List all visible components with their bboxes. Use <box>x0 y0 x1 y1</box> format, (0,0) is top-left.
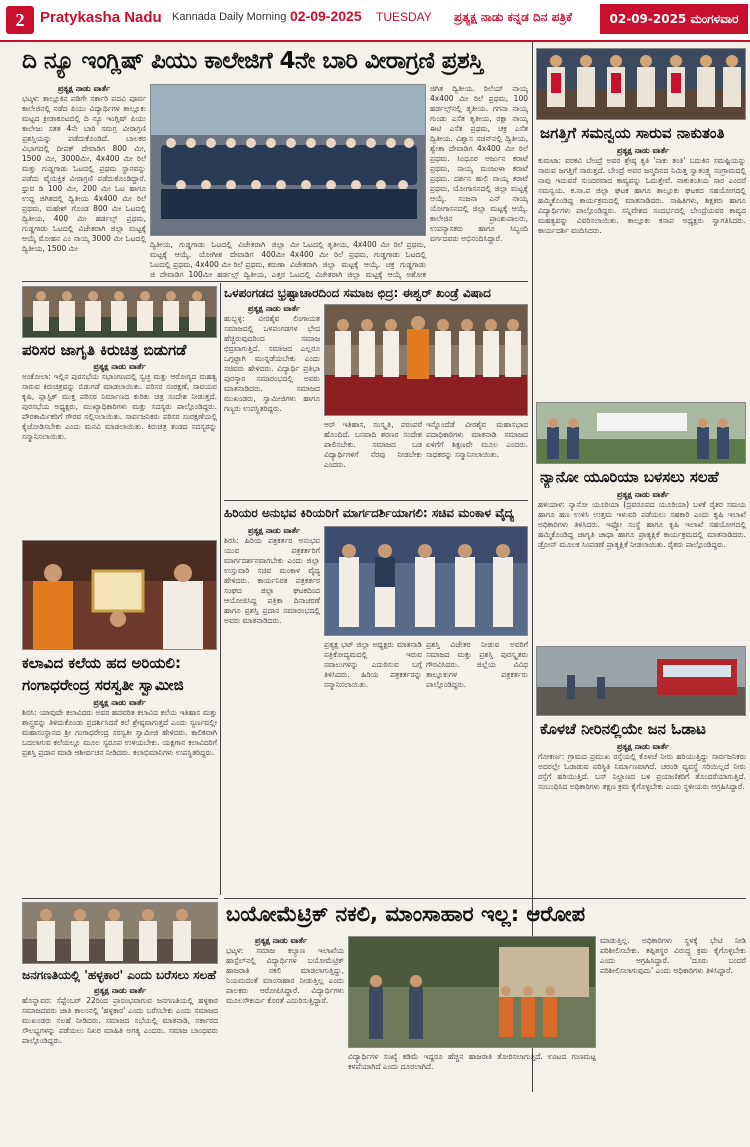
page-number: 2 <box>6 6 34 34</box>
kolache-byline: ಪ್ರತ್ಯಕ್ಷ ನಾಡು ವಾರ್ತೆ <box>616 742 670 751</box>
kalavida-headline-1: ಕಲಾವಿದ ಕಲೆಯ ಹದ ಅರಿಯಲಿ: <box>22 654 181 672</box>
bhrashtachara-body-mid: ಆರ್ ಇತಿಹಾಸ, ಸಂಸ್ಕೃತಿ, ಪರಂಪರೆ ಹೊಂದಿದೆ. ಬಸವಾದಿ ಶರಣರ ಸಂದೇಶ ಪಾಲಿಸಬೇಕು. ಸಮಾಜದ ಬಡ ವಿದ್ಯಾರ್ಥಿಗಳಿಗೆ ನೆರವು ನೀಡಬೇಕು ಎಂದರು. <box>324 420 422 469</box>
parisara-photo <box>22 286 217 338</box>
jagattige-headline: ಜಗತ್ತಿಗೆ ಸಮನ್ವಯ ಸಾರುವ ನಾಕುತಂತಿ <box>540 124 725 142</box>
kalavida-byline: ಪ್ರತ್ಯಕ್ಷ ನಾಡು ವಾರ್ತೆ <box>93 698 146 707</box>
college-victory-body-under-1: ದ್ವಿತೀಯ, ಗುಡ್ಡಗಾಡು ಓಟದಲ್ಲಿ ವಿಜೇತರಾಗಿ ಜಿಲ್ಲಾ ಮಟ್ಟಕ್ಕೆ ಆಯ್ಕೆ. ಯೋಗೀಶ ದೇವಾಡಿಗ 400ಮೀ ಓಟದಲ್ಲಿ ಪ್ರಥಮ, 4x400 ಮೀ ರಿಲೆ ಪ್ರಥಮ, ಕರುಣಾ ಜಿ ದೇವಾಡಿಗ 100ಮೀ ಹರ್ಡಲ್ಸ್ ದ್ವಿತೀಯ, ಎತ್ತರ <box>150 240 285 279</box>
biometric-body-mid: ವಿದ್ಯಾರ್ಥಿಗಳ ಸಂಖ್ಯೆ ಕಡಿಮೆ ಇದ್ದರೂ ಹೆಚ್ಚಿನ ಹಾಜರಾತಿ ತೋರಿಸಲಾಗುತ್ತಿದೆ. ಊಟದ ಗುಣಮಟ್ಟ ಕಳಪೆಯಾಗಿದೆ ಎಂದು ದೂರಲಾಗಿದೆ. <box>348 1052 596 1071</box>
college-victory-byline: ಪ್ರತ್ಯಕ್ಷ ನಾಡು ವಾರ್ತೆ <box>57 84 111 93</box>
issue-date: 02-09-2025 <box>290 8 362 24</box>
issue-date-kannada: 02-09-2025 ಮಂಗಳವಾರ <box>600 4 748 34</box>
college-victory-headline: ದಿ ನ್ಯೂ ಇಂಗ್ಲಿಷ್ ಪಿಯು ಕಾಲೇಜಿಗೆ 4ನೇ ಬಾರಿ ವೀರಾಗ್ರಣಿ ಪ್ರಶಸ್ತಿ <box>22 48 483 74</box>
biometric-body-left: ಭಟ್ಕಳ: ಸಮಾಜ ಕಲ್ಯಾಣ ಇಲಾಖೆಯ ಹಾಸ್ಟೆಲ್‌ನಲ್ಲಿ ವಿದ್ಯಾರ್ಥಿಗಳ ಬಯೋಮೆಟ್ರಿಕ್ ಹಾಜರಾತಿ ನಕಲಿ ಮಾಡಲಾಗುತ್ತಿದ್ದು, ನಿಯಮದಂತೆ ಮಾಂಸಾಹಾರ ನೀಡುತ್ತಿಲ್ಲ ಎಂದು ಪಾಲಕರು ಆರೋಪಿಸಿದ್ದಾರೆ. ವಿದ್ಯಾರ್ಥಿಗಳು ಮೂಲಸೌಕರ್ಯ ಕೊರತೆ ಎದುರಿಸುತ್ತಿದ್ದಾರೆ. <box>226 946 344 1005</box>
column-divider-right <box>532 42 533 1092</box>
parisara-byline: ಪ್ರತ್ಯಕ್ಷ ನಾಡು ವಾರ್ತೆ <box>93 362 146 371</box>
hiriyara-headline: ಹಿರಿಯರ ಅನುಭವ ಕಿರಿಯರಿಗೆ ಮಾರ್ಗದರ್ಶಿಯಾಗಲಿ: ಸಚಿವ ಮಂಕಾಳ ವೈದ್ಯ <box>224 506 515 520</box>
column-divider-left <box>220 283 221 895</box>
jagattige-body: ಕುಮಟಾ: ವರಕವಿ ಬೇಂದ್ರೆ ಅವರ ಶ್ರೇಷ್ಠ ಕೃತಿ 'ನಾಕು ತಂತಿ' ಬದುಕಿನ ಸಮಷ್ಟಿಯನ್ನು ಸಾರುವ ಜಗತ್ತಿಗೆ ಸಾರುತ್ತದೆ. ಬೇಂದ್ರೆ ಅವರ ಜನ್ಮದಿನದ ನಿಮಿತ್ತ ಸ್ವಾತಂತ್ರ್ಯ ಸಂಗ್ರಾಮದಲ್ಲಿ ನಾವು ಇದುವರೆ ಸುಂದರವಾದ ಕಾವ್ಯವನ್ನು ಓದುತ್ತೇವೆ. ನಾಕುತಂತಿಯ ಸಾರ ಎಂದರೆ ಸಮನ್ವಯ. ಕ.ಸಾ.ಪ ಜಿಲ್ಲಾ ಘಟಕ ಹಾಗೂ ತಾಲ್ಲೂಕು ಘಟಕದ ಸಹಯೋಗದಲ್ಲಿ ಹಮ್ಮಿಕೊಂಡಿದ್ದ ಕಾರ್ಯಕ್ರಮದಲ್ಲಿ ಮಾತನಾಡಿದರು. ಸಾಹಿತಿಗಳು, ಶಿಕ್ಷಕರು ಹಾಗೂ ವಿದ್ಯಾರ್ಥಿಗಳು ಪಾಲ್ಗೊಂಡಿದ್ದರು. ಸನ್ನಿವೇಶದ ಸಂದರ್ಭದಲ್ಲಿ ಬೇಂದ್ರೆಯವರ ಕಾವ್ಯದ ಮಹತ್ವವನ್ನು ವಿವರಿಸಲಾಯಿತು. ತಾಲ್ಲೂಕು ಕಸಾಪ ಅಧ್ಯಕ್ಷರು ಸ್ವಾಗತಿಸಿದರು. ಕಾರ್ಯದರ್ಶಿ ವಂದಿಸಿದರು. <box>538 156 746 235</box>
section-rule-2 <box>224 500 528 501</box>
paper-tagline: Kannada Daily Morning <box>172 11 287 23</box>
bhrashtachara-headline: ಒಳಪಂಗಡದ ಭ್ರಷ್ಟಾಚಾರದಿಂದ ಸಮಾಜ ಛಿದ್ರ: ಈಶ್ವರ್ ಖಂಡ್ರೆ ವಿಷಾದ <box>224 286 491 300</box>
biometric-photo <box>348 936 596 1048</box>
college-victory-body-under-2: ಮೀ ಓಟದಲ್ಲಿ ತೃತೀಯ, 4x400 ಮೀ ರಿಲೆ ಪ್ರಥಮ, 4x400 ಮೀ ರಿಲೆ ಪ್ರಥಮ, ಗುಡ್ಡಗಾಡು ಓಟದಲ್ಲಿ ವಿಜೇತರಾಗಿ ಜಿಲ್ಲಾ ಮಟ್ಟಕ್ಕೆ ಆಯ್ಕೆ. ಚಕ್ರ ಗುಡ್ಡಗಾಡು ಓಟದಲ್ಲಿ ವಿಜೇತರಾಗಿ ಜಿಲ್ಲಾ ಮಟ್ಟಕ್ಕೆ ಆಯ್ಕೆ ಅಶೋಕ <box>290 240 426 279</box>
kalavida-body: ಶಿರಸಿ: ಯಾವುದೇ ಕಲಾವಿದರು ಅವರ ಹದವರಿತ ಕಲಾವಿದ ಕಲೆಯ ಇತಿಹಾಸ ಮತ್ತು ಶಾಸ್ತ್ರವನ್ನು ತಿಳಿದುಕೊಂಡು ಪ್ರದರ್ಶಿಸಿದರೆ ಕಲೆ ಶ್ರೇಷ್ಠವಾಗುತ್ತದೆ ಎಂದು ಸ್ವರ್ಣವಲ್ಲೀ ಮಹಾಸಂಸ್ಥಾನದ ಶ್ರೀ ಗಂಗಾಧರೇಂದ್ರ ಸರಸ್ವತೀ ಸ್ವಾಮೀಜಿ ಹೇಳಿದರು. ಕಾಲಿಕವಾಗಿ ಬದಲಾಗುವ ಕಲೆಯಲ್ಲೂ ಮೂಲ ಸ್ವರೂಪ ಉಳಿಯಬೇಕು. ಯಕ್ಷಗಾನ ಕಲಾವಿದರಿಗೆ ಪ್ರಶಸ್ತಿ ಪ್ರದಾನ ಮಾಡಿ ಆಶೀರ್ವಚನ ನೀಡಿದರು. ಕಲಾಭಿಮಾನಿಗಳು ಉಪಸ್ಥಿತರಿದ್ದರು. <box>22 708 217 757</box>
hiriyara-byline: ಪ್ರತ್ಯಕ್ಷ ನಾಡು ವಾರ್ತೆ <box>247 526 301 535</box>
hiriyara-body-right: ಪ್ರಶಸ್ತಿ ವಿಜೇತರ ನೀಡುವ ಅವರಿಗೆ ಸಮಾಜದ ಮತ್ತು ಪ್ರಶಸ್ತಿ ಪುರಸ್ಕೃತರು ಗೌರವಿಸಿದರು. ಜಿಲ್ಲೆಯ ವಿವಿಧ ತಾಲ್ಲೂಕುಗಳ ಪತ್ರಕರ್ತರು ಪಾಲ್ಗೊಂಡಿದ್ದರು. <box>426 640 528 689</box>
biometric-byline: ಪ್ರತ್ಯಕ್ಷ ನಾಡು ವಾರ್ತೆ <box>254 936 308 945</box>
bhrashtachara-body-right: ಇನ್ನೊಂದೆಡೆ ವೀರಶೈವ ಮಹಾಸಭಾದ ಪದಾಧಿಕಾರಿಗಳು ಮಾತನಾಡಿ ಸಮಾಜದ ಏಳಿಗೆಗೆ ಶಿಕ್ಷಣವೇ ಮೂಲ ಎಂದರು. ಸಾಧಕರನ್ನು ಸನ್ಮಾನಿಸಲಾಯಿತು. <box>426 420 528 459</box>
section-rule-4 <box>22 898 218 899</box>
bhrashtachara-photo <box>324 304 528 416</box>
biometric-headline: ಬಯೋಮೆಟ್ರಿಕ್ ನಕಲಿ, ಮಾಂಸಾಹಾರ ಇಲ್ಲ: ಆರೋಪ <box>226 902 586 926</box>
section-rule-3 <box>224 898 746 899</box>
jagattige-photo <box>536 48 746 120</box>
masthead <box>0 0 750 42</box>
paper-name-kannada: ಪ್ರತ್ಯಕ್ಷ ನಾಡು ಕನ್ನಡ ದಿನ ಪತ್ರಿಕೆ <box>454 10 573 24</box>
nano-urea-body: ಹಳಿಯಾಳ: ನ್ಯಾನೋ ಯೂರಿಯಾ (ದ್ರವರೂಪದ ಯೂರಿಯಾ) ಬಳಕೆ ರೈತರ ಸಮಯ ಹಾಗೂ ಹಣ ಉಳಿಸಿ ಉತ್ತಮ ಇಳುವರಿ ಪಡೆಯಲು ಸಹಕಾರಿ ಎಂದು ಕೃಷಿ ಇಲಾಖೆ ಅಧಿಕಾರಿಗಳು ತಿಳಿಸಿದರು. ಇಫ್ಕೋ ಸಂಸ್ಥೆ ಹಾಗೂ ಕೃಷಿ ಇಲಾಖೆ ಸಹಯೋಗದಲ್ಲಿ ಹಮ್ಮಿಕೊಂಡಿದ್ದ ಜಾಗೃತಿ ಜಾಥಾ ಹಾಗೂ ಪ್ರಾತ್ಯಕ್ಷಿಕೆ ಕಾರ್ಯಕ್ರಮದಲ್ಲಿ ಮಾತನಾಡಿದರು. ಡ್ರೋನ್ ಮೂಲಕ ಸಿಂಪಡಣೆ ಪ್ರಾತ್ಯಕ್ಷಿಕೆ ನೀಡಲಾಯಿತು. ರೈತರು ಪಾಲ್ಗೊಂಡಿದ್ದರು. <box>538 500 746 549</box>
hiriyara-body-left: ಶಿರಸಿ: ಹಿರಿಯ ಪತ್ರಕರ್ತರ ಅನುಭವ ಯುವ ಪತ್ರಕರ್ತರಿಗೆ ಮಾರ್ಗದರ್ಶನವಾಗಬೇಕು ಎಂದು ಜಿಲ್ಲಾ ಉಸ್ತುವಾರಿ ಸಚಿವ ಮಂಕಾಳ ವೈದ್ಯ ಹೇಳಿದರು. ಕಾರ್ಯನಿರತ ಪತ್ರಕರ್ತರ ಸಂಘದ ಜಿಲ್ಲಾ ಘಟಕದಿಂದ ಆಯೋಜಿಸಿದ್ದ ಪತ್ರಿಕಾ ದಿನಾಚರಣೆ ಹಾಗೂ ಪ್ರಶಸ್ತಿ ಪ್ರದಾನ ಸಮಾರಂಭದಲ್ಲಿ ಅವರು ಮಾತನಾಡಿದರು. <box>224 536 320 625</box>
kalavida-headline-2: ಗಂಗಾಧರೇಂದ್ರ ಸರಸ್ವತೀ ಸ್ವಾಮೀಜಿ <box>22 676 184 694</box>
janagana-headline: ಜನಗಣತಿಯಲ್ಲಿ 'ಹಳ್ಳಕಾರ' ಎಂದು ಬರೆಸಲು ಸಲಹೆ <box>22 968 217 982</box>
issue-day: TUESDAY <box>376 10 432 24</box>
biometric-body-right: ಮಾಡುತ್ತಿಲ್ಲ. ಅಧಿಕಾರಿಗಳು ಸ್ಥಳಕ್ಕೆ ಭೇಟಿ ನೀಡಿ ಪರಿಶೀಲಿಸಬೇಕು. ತಪ್ಪಿತಸ್ಥರ ವಿರುದ್ಧ ಕ್ರಮ ಕೈಗೊಳ್ಳಬೇಕು ಎಂದು ಆಗ್ರಹಿಸಿದ್ದಾರೆ. 'ದೂರು ಬಂದರೆ ಪರಿಶೀಲಿಸಲಾಗುವುದು' ಎಂದು ಅಧಿಕಾರಿಗಳು ತಿಳಿಸಿದ್ದಾರೆ. <box>600 936 746 975</box>
section-rule-1 <box>22 281 528 282</box>
janagana-photo <box>22 902 218 964</box>
kolache-headline: ಕೊಳಚೆ ನೀರಿನಲ್ಲಿಯೇ ಜನ ಓಡಾಟ <box>540 720 706 738</box>
college-victory-body-left: ಭಟ್ಕಳ: ತಾಲ್ಲೂಕಿನ ಪಡಿಗೇ ಸರ್ಕಾರಿ ಪದವಿ ಪೂರ್ವ ಕಾಲೇಜಿನಲ್ಲಿ ನಡೆದ ಪಿಯು ವಿದ್ಯಾರ್ಥಿಗಳ ತಾಲ್ಲೂಕು ಮಟ್ಟದ ಕ್ರೀಡಾಕೂಟದಲ್ಲಿ ದಿ ನ್ಯೂ ಇಂಗ್ಲಿಷ್ ಪಿಯು ಕಾಲೇಜು ಸತತ 4ನೇ ಬಾರಿ ಸಮಗ್ರ ವೀರಾಗ್ರಣಿ ಪ್ರಶಸ್ತಿಯನ್ನು ಪಡೆದುಕೊಂಡಿದೆ. ಬಾಲಕರ ವಿಭಾಗದಲ್ಲಿ ದೀಪಕ್ ದೇವಾಡಿಗ 800 ಮೀ, 1500 ಮೀ, 3000ಮೀ, 4x400 ಮೀ ರಿಲೆ ಮತ್ತು ಗುಡ್ಡಗಾಡು ಓಟದಲ್ಲಿ ಪ್ರಥಮ ಸ್ಥಾನವನ್ನು ಪಡೆದು ವೈಯಕ್ತಿಕ ವೀರಾಗ್ರಣಿ ಪಡೆದುಕೊಂಡಿದ್ದಾರೆ. ಧ್ರುವ ಡಿ 100 ಮೀ, 200 ಮೀ ಓಟ ಹಾಗೂ ಉದ್ದ ಜಿಗಿತದಲ್ಲಿ ದ್ವಿತೀಯ 4x400 ಮೀ ರಿಲೆ ಪ್ರಥಮ, ಮಹೇಶ್ ಗೊಂಡ 800 ಮೀ ಓಟದಲ್ಲಿ ದ್ವಿತೀಯ, 400 ಮೀ ಹರ್ಡಲ್ಸ್ ಪ್ರಥಮ, ಗುಡ್ಡಗಾಡು ಓಟದಲ್ಲಿ ವಿಜೇತರಾಗಿ ಜಿಲ್ಲಾ ಮಟ್ಟಕ್ಕೆ ಆಯ್ಕೆ ಮೋಹನ ಎಂ ನಾಯ್ಕ 3000 ಮೀ ಓಟದಲ್ಲಿ ದ್ವಿತೀಯ, 1500 ಮೀ <box>22 94 146 253</box>
hiriyara-body-mid: ಪ್ರತ್ಯಕ್ಷ ಭಟ್ ಜಿಲ್ಲಾ ಅಧ್ಯಕ್ಷರು ಮಾತನಾಡಿ ಪತ್ರಿಕೋದ್ಯಮದಲ್ಲಿ ಇರುವ ಸವಾಲುಗಳನ್ನು ಎದುರಿಸುವ ಬಗ್ಗೆ ತಿಳಿಸಿದರು. ಹಿರಿಯ ಪತ್ರಕರ್ತರನ್ನು ಸನ್ಮಾನಿಸಲಾಯಿತು. <box>324 640 422 689</box>
nano-urea-headline: ನ್ಯಾನೋ ಯೂರಿಯಾ ಬಳಸಲು ಸಲಹೆ <box>540 468 719 486</box>
kolache-body: ಗೋಕರ್ಣ: ಗ್ರಾಮದ ಪ್ರಮುಖ ರಸ್ತೆಯಲ್ಲಿ ಕೊಳಚೆ ನೀರು ಹರಿಯುತ್ತಿದ್ದು ಸಾರ್ವಜನಿಕರು ಅದರಲ್ಲೇ ಓಡಾಡುವ ಪರಿಸ್ಥಿತಿ ನಿರ್ಮಾಣವಾಗಿದೆ. ಚರಂಡಿ ವ್ಯವಸ್ಥೆ ಸರಿಯಿಲ್ಲದೆ ನೀರು ರಸ್ತೆಗೆ ಹರಿಯುತ್ತಿದೆ. ಬಸ್ ನಿಲ್ದಾಣದ ಬಳಿ ಪ್ರಯಾಣಿಕರಿಗೆ ತೊಂದರೆಯಾಗುತ್ತಿದೆ. ಸಂಬಂಧಿಸಿದ ಅಧಿಕಾರಿಗಳು ತಕ್ಷಣ ಕ್ರಮ ಕೈಗೊಳ್ಳಬೇಕು ಎಂದು ಸ್ಥಳೀಯರು ಆಗ್ರಹಿಸಿದ್ದಾರೆ. <box>538 752 746 791</box>
paper-name: Pratykasha Nadu <box>40 9 162 26</box>
janagana-byline: ಪ್ರತ್ಯಕ್ಷ ನಾಡು ವಾರ್ತೆ <box>93 986 147 995</box>
parisara-headline: ಪರಿಸರ ಜಾಗೃತಿ ಕಿರುಚಿತ್ರ ಬಿಡುಗಡೆ <box>22 341 187 359</box>
bhrashtachara-byline: ಪ್ರತ್ಯಕ್ಷ ನಾಡು ವಾರ್ತೆ <box>247 304 301 313</box>
jagattige-byline: ಪ್ರತ್ಯಕ್ಷ ನಾಡು ವಾರ್ತೆ <box>616 146 670 155</box>
kolache-photo <box>536 646 746 716</box>
hiriyara-photo <box>324 526 528 636</box>
nano-urea-byline: ಪ್ರತ್ಯಕ್ಷ ನಾಡು ವಾರ್ತೆ <box>616 490 670 499</box>
janagana-body: ಹೊನ್ನಾವರ: ಸೆಪ್ಟೆಂಬರ್ 22ರಿಂದ ಪ್ರಾರಂಭವಾಗುವ ಜನಗಣತಿಯಲ್ಲಿ ಹಳ್ಳಕಾರ ಸಮಾಜದವರು ಜಾತಿ ಕಾಲಂನಲ್ಲಿ 'ಹಳ್ಳಕಾರ' ಎಂದು ಬರೆಸಬೇಕು ಎಂದು ಸಮಾಜದ ಮುಖಂಡರು ಸಲಹೆ ನೀಡಿದರು. ಸಮಾಜದ ಸಭೆಯಲ್ಲಿ ಮಾತನಾಡಿ, ಸರ್ಕಾರದ ಸೌಲಭ್ಯಗಳನ್ನು ಪಡೆಯಲು ನಿಖರ ಮಾಹಿತಿ ಅಗತ್ಯ ಎಂದರು. ಸಮಾಜ ಬಾಂಧವರು ಪಾಲ್ಗೊಂಡಿದ್ದರು. <box>22 996 218 1045</box>
college-team-photo <box>150 84 426 236</box>
kalavida-photo <box>22 540 217 650</box>
parisara-body: ಅಂಕೋಲಾ: ಇಲ್ಲಿನ ಪುರಸಭೆಯ ಸಭಾಂಗಣದಲ್ಲಿ ಸ್ವಚ್ಛ ಮತ್ತು ಆರೋಗ್ಯದ ಮಹತ್ವ ಸಾರುವ ಕಿರುಚಿತ್ರವನ್ನು ಬಿಡುಗಡೆ ಮಾಡಲಾಯಿತು. ಪರಿಸರ ಸಂರಕ್ಷಣೆ, ಸಾವಯವ ಕೃಷಿ, ಪ್ಲಾಸ್ಟಿಕ್ ಮುಕ್ತ ಪರಿಸರ ನಿರ್ಮಾಣದ ಕುರಿತು ಚಿತ್ರ ಸಂದೇಶ ನೀಡುತ್ತದೆ. ಪುರಸಭೆಯ ಅಧ್ಯಕ್ಷರು, ಮುಖ್ಯಾಧಿಕಾರಿಗಳು ಮತ್ತು ಸದಸ್ಯರು ಪಾಲ್ಗೊಂಡಿದ್ದರು. ಪೌರಕಾರ್ಮಿಕರಿಗೆ ಗೌರವ ಸಲ್ಲಿಸಲಾಯಿತು. ಸಾರ್ವಜನಿಕರು ಪರಿಸರ ಸಂರಕ್ಷಣೆಯಲ್ಲಿ ಕೈಜೋಡಿಸಬೇಕು ಎಂದು ಮನವಿ ಮಾಡಲಾಯಿತು. ಕಿರುಚಿತ್ರ ತಂಡದ ಸದಸ್ಯರನ್ನು ಸನ್ಮಾನಿಸಲಾಯಿತು. <box>22 372 217 441</box>
nano-urea-photo <box>536 402 746 464</box>
bhrashtachara-body-left: ಹುಬ್ಬಳ್ಳಿ: ವೀರಶೈವ ಲಿಂಗಾಯತ ಸಮಾಜದಲ್ಲಿ ಒಳಪಂಗಡಗಳ ಭೇದ ಹೆಚ್ಚಿರುವುದರಿಂದ ಸಮಾಜ ಛಿದ್ರವಾಗುತ್ತಿದೆ. ಸಮಾಜದ ಎಲ್ಲರೂ ಒಗ್ಗಟ್ಟಾಗಿ ಮುನ್ನಡೆಯಬೇಕು ಎಂದು ಸಚಿವರು ಹೇಳಿದರು. ವಿದ್ಯಾರ್ಥಿ ಪ್ರತಿಭಾ ಪುರಸ್ಕಾರ ಸಮಾರಂಭದಲ್ಲಿ ಅವರು ಮಾತನಾಡಿದರು. ಸಮಾಜದ ಮುಖಂಡರು, ಸ್ವಾಮೀಜಿಗಳು ಹಾಗೂ ಗಣ್ಯರು ಉಪಸ್ಥಿತರಿದ್ದರು. <box>224 314 320 413</box>
college-victory-body-right: ಜಿಗಿತ ದ್ವಿತೀಯ. ರಿಲೆಯ್ ನಾಯ್ಕ 4x400 ಮೀ ರಿಲೆ ಪ್ರಥಮ, 100 ಹರ್ಡಲ್ಸ್‌ನಲ್ಲಿ ತೃತೀಯ. ಗಗನಾ ನಾಯ್ಕ ಗುಂಡು ಎಸೆತ ತೃತೀಯ, ರಕ್ಷಾ ನಾಯ್ಕ ಈಟಿ ಎಸೆತ ಪ್ರಥಮ, ಚಕ್ರ ಎಸೆತ ದ್ವಿತೀಯ. ವಿಶ್ವಾಸ ಸಚಿನ್‌ನಲ್ಲಿ ದ್ವಿತೀಯ, ಶ್ವೇತಾ ದೇವಾಡಿಗ 4x400 ಮೀ ರಿಲೆ ಪ್ರಥಮ. ಸಿಂಧೂರ ಅರ್ಜುನ ಕರಾಟೆ ಪ್ರಥಮ, ನಾಯ್ಕ ಮಂಜುಳಾ ಕರಾಟೆ ಪ್ರಥಮ. ದರ್ಶನ ಹುಲಿ ನಾಯ್ಕ ಕರಾಟೆ ಪ್ರಥಮ, ಯೋಗಾಸನದಲ್ಲಿ ಜಿಲ್ಲಾ ಮಟ್ಟಕ್ಕೆ ಆಯ್ಕೆ. ಸಂಜನಾ ಎನ್ ನಾಯ್ಕ ಯೋಗಾಸನದಲ್ಲಿ ಜಿಲ್ಲಾ ಮಟ್ಟಕ್ಕೆ ಆಯ್ಕೆ. ಕಾಲೇಜಿನ ಪ್ರಾಂಶುಪಾಲರು, ಉಪನ್ಯಾಸಕರು ಹಾಗೂ ಸಿಬ್ಬಂದಿ ವರ್ಗದವರು ಅಭಿನಂದಿಸಿದ್ದಾರೆ. <box>430 84 528 243</box>
